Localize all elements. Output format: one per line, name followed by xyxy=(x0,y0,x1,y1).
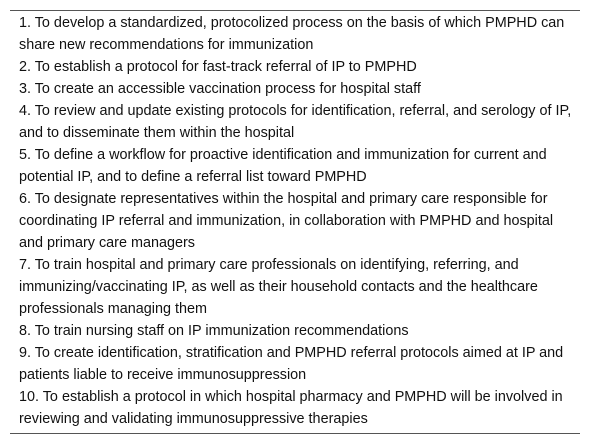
objectives-table xyxy=(10,10,580,434)
objective-row-2: 2. To establish a protocol for fast-track referral of IP to PMPHD xyxy=(19,59,417,75)
objective-row-6: 6. To designate representatives within the hospital and primary care responsible for coordinating IP referral and immunization, in collaboration with PMPHD and hospital and primary care managers xyxy=(19,191,554,251)
objective-row-1: 1. To develop a standardized, protocolized process on the basis of which PMPHD can share new recommendations for immunization xyxy=(19,15,565,53)
objective-row-7: 7. To train hospital and primary care professionals on identifying, referring, and immunizing/vaccinating IP, as well as their household contacts and the healthcare professionals managing them xyxy=(19,257,538,317)
objective-row-3: 3. To create an accessible vaccination process for hospital staff xyxy=(19,81,421,97)
objective-row-8: 8. To train nursing staff on IP immunization recommendations xyxy=(19,323,409,339)
objective-row-9: 9. To create identification, stratification and PMPHD referral protocols aimed at IP and patients liable to receive immunosuppression xyxy=(19,345,564,383)
objective-row-4: 4. To review and update existing protocols for identification, referral, and serology of IP, and to disseminate them within the hospital xyxy=(19,103,572,141)
objective-row-10: 10. To establish a protocol in which hospital pharmacy and PMPHD will be involved in reviewing and validating immunosuppressive therapies xyxy=(19,389,563,427)
objective-row-5: 5. To define a workflow for proactive identification and immunization for current and potential IP, and to define a referral list toward PMPHD xyxy=(19,147,547,185)
